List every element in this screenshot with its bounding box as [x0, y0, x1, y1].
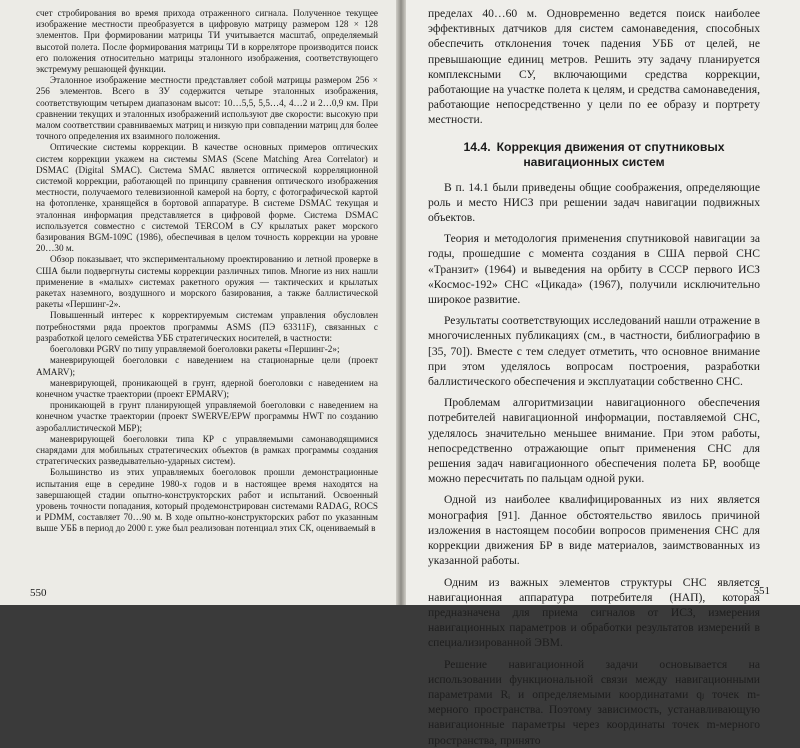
list-item: маневрирующей, проникающей в грунт, ядерной боеголовки с наведением на конечном участке траектории (проект EPMARV);: [36, 377, 378, 399]
list-item: маневрирующей боеголовки типа КР с управляемыми самонаводящимися снарядами для мобильных стратегических объектов (в рамках программы создания стратегических разведывательно-ударных систем).: [36, 433, 378, 467]
page-number: 551: [753, 584, 770, 597]
list-item: проникающей в грунт планирующей управляемой боеголовки с наведением на конечном участке траектории (проект SWERVE/EPW программы HWT по созданию аэробаллистической МБР);: [36, 400, 378, 433]
right-page: [406, 0, 800, 747]
list-item: боеголовки PGRV по типу управляемой боеголовки ракеты «Першинг-2»;: [50, 344, 340, 355]
paragraph: Оптические системы коррекции. В качестве основных примеров оптических систем коррекции укажем на системы SMAS (Scene Matching Area Correlator) и DSMAC (Digital SMAC). Система SMAC является оптической корреляционной системой коррекции, работающей по принципу сравнения оптического изображения местности, получаемого телевизионной камерой на борту, с фотографической картой на фотопленке, хранящейся в бортовой аппаратуре. В системе DSMAC текущая и эталонная информация представляется в цифровой форме. Система DSMAC используется совместно с системой TERCOM в СУ крылатых ракет морского базирования BGM-109C (1986), обеспечивая в целом точность коррекции на уровне 20…30 м.: [36, 142, 378, 254]
paragraph: Эталонное изображение местности представляет собой матрицы размером 256 × 256 элементов. Всего в ЗУ содержится четыре эталонных изображения, соответствующим четырем диапазонам высот: 10…5,5, 5,5…4, 4…2 и 2…0,9 км. При сравнении текущих и эталонных изображений используют две скорости: высокую при малом соответствии сравниваемых матриц и низкую при совпадении матриц для более точного определения их взаимного положения.: [36, 75, 378, 142]
paragraph: Решение навигационной задачи основывается на использовании функциональной связи между навигационными параметрами Rᵢ и определяемыми координатами qⱼ точек m-мерного пространства. Поэтому зависимость, устанавливающую навигационные параметры через координаты точек m-мерного пространства, принято: [428, 657, 760, 747]
section-heading: [428, 140, 760, 170]
paragraph: Одной из наиболее квалифицированных из них является монография [91]. Данное обстоятельство явилось причиной изложения в настоящем пособии вопросов применения СНС для коррекции движения БР в виде материалов, заимствованных из указанной работы.: [428, 493, 760, 568]
section-number: 14.4.: [463, 139, 491, 154]
book-gutter: [396, 0, 406, 605]
paragraph: Большинство из этих управляемых боеголовок прошли демонстрационные испытания еще в середине 1980-х годов и в настоящее время находятся на завершающей стадии опытно-конструкторских работ и испытаний. Освоенный уровень точности попадания, который продемонстрирован системами RADAG, ROCS и PDMM, составляет 70…90 м. В ходе опытно-конструкторских работ по указанным выше УББ в период до 2000 г. уже был реализован потенциал этих СК, оцениваемый в: [36, 467, 378, 534]
paragraph: Одним из важных элементов структуры СНС является навигационная аппаратура потребителя (НАП), которая предназначена для приема сигналов от ИСЗ, измерения навигационных параметров и обработки результатов измерений в специализированной ЭВМ.: [428, 575, 760, 650]
paragraph: Обзор показывает, что экспериментальному проектированию и летной проверке в США были подвергнуты системы коррекции различных типов. Многие из них нашли применение в «малых» системах ракетного оружия — тактических и крылатых ракетах наземного, воздушного и морского базирования, а также баллистической ракеты «Першинг-2».: [36, 254, 378, 310]
paragraph: Результаты соответствующих исследований нашли отражение в многочисленных публикациях (см., в частности, библиографию в [35, 70]). Вместе с тем следует отметить, что основное внимание при этом уделялось вопросам построения, разработки баллистического обеспечения и эксплуатации собственно СНС.: [428, 314, 760, 389]
paragraph: В п. 14.1 были приведены общие соображения, определяющие роль и место НИСЗ при решении задач навигации подвижных объектов.: [428, 180, 760, 225]
section-title: Коррекция движения от спутниковых навигационных систем: [496, 139, 725, 169]
paragraph: Повышенный интерес к корректируемым системам управления обусловлен потребностями ряда проектов программы ASMS (ПЭ 63311F), связанных с разработкой целого семейства УББ стратегических носителей, в частности:: [36, 310, 378, 343]
page-number: 550: [30, 586, 47, 599]
list-item: маневрирующей боеголовки с наведением на стационарные цели (проект AMARV);: [36, 355, 378, 377]
paragraph: счет стробирования во время прихода отраженного сигнала. Полученное текущее изображение местности преобразуется в цифровую матрицу размером 128 × 128 элементов. При формировании матрицы ТИ учитывается масштаб, определяемый высотой полета. После формирования матрицы ТИ в корреляторе производится поиск его положения относительно матрицы эталонного изображения, соответствующего экстремуму решающей функции.: [36, 8, 378, 75]
paragraph: пределах 40…60 м. Одновременно ведется поиск наиболее эффективных датчиков для систем самонаведения, способных обеспечить отклонения точек падения УББ от целей, не превышающие единиц метров. Решить эту задачу планируется комплексными СУ, включающими средства коррекции, работающие на участке полета к целям, и средства самонаведения, работающие непосредственно у цели по ее образу и портрету местности.: [428, 7, 760, 127]
left-page: [0, 0, 396, 605]
paragraph: Теория и методология применения спутниковой навигации за годы, прошедшие с момента создания в США первой СНС «Транзит» (1964) и выведения на орбиту в СССР первого ИСЗ «Космос-192» СНС «Цикада» (1967), получили исключительно широкое развитие.: [428, 232, 760, 307]
paragraph: Проблемам алгоритмизации навигационного обеспечения потребителей навигационной информации, поставляемой СНС, уделялось значительно меньшее внимание. При этом работы, непосредственно отражающие опыт применения СНС для решения задач навигационного обеспечения полета БР, вообще можно пересчитать по пальцам одной руки.: [428, 396, 760, 486]
